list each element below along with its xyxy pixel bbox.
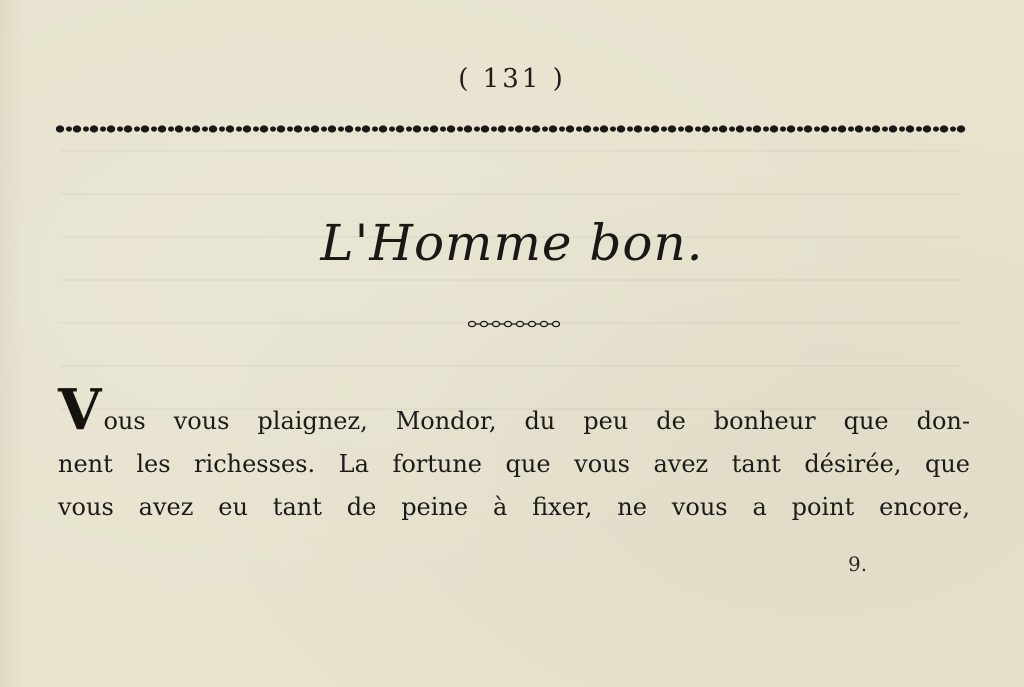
ornamental-rule	[56, 122, 968, 136]
drop-cap: V	[58, 377, 102, 443]
text-line-2: nent les richesses. La fortune que vous avez tant désirée, que	[58, 450, 970, 478]
body-text	[58, 377, 970, 529]
text-line-3: vous avez eu tant de peine à fixer, ne vous a point encore,	[58, 493, 970, 521]
chapter-title: L'Homme bon.	[320, 214, 704, 272]
text-line-1: ous vous plaignez, Mondor, du peu de bonheur que don-	[103, 407, 970, 435]
page-number: ( 131 )	[458, 64, 566, 94]
signature-mark: 9.	[848, 552, 868, 576]
title-ornament	[464, 318, 564, 330]
